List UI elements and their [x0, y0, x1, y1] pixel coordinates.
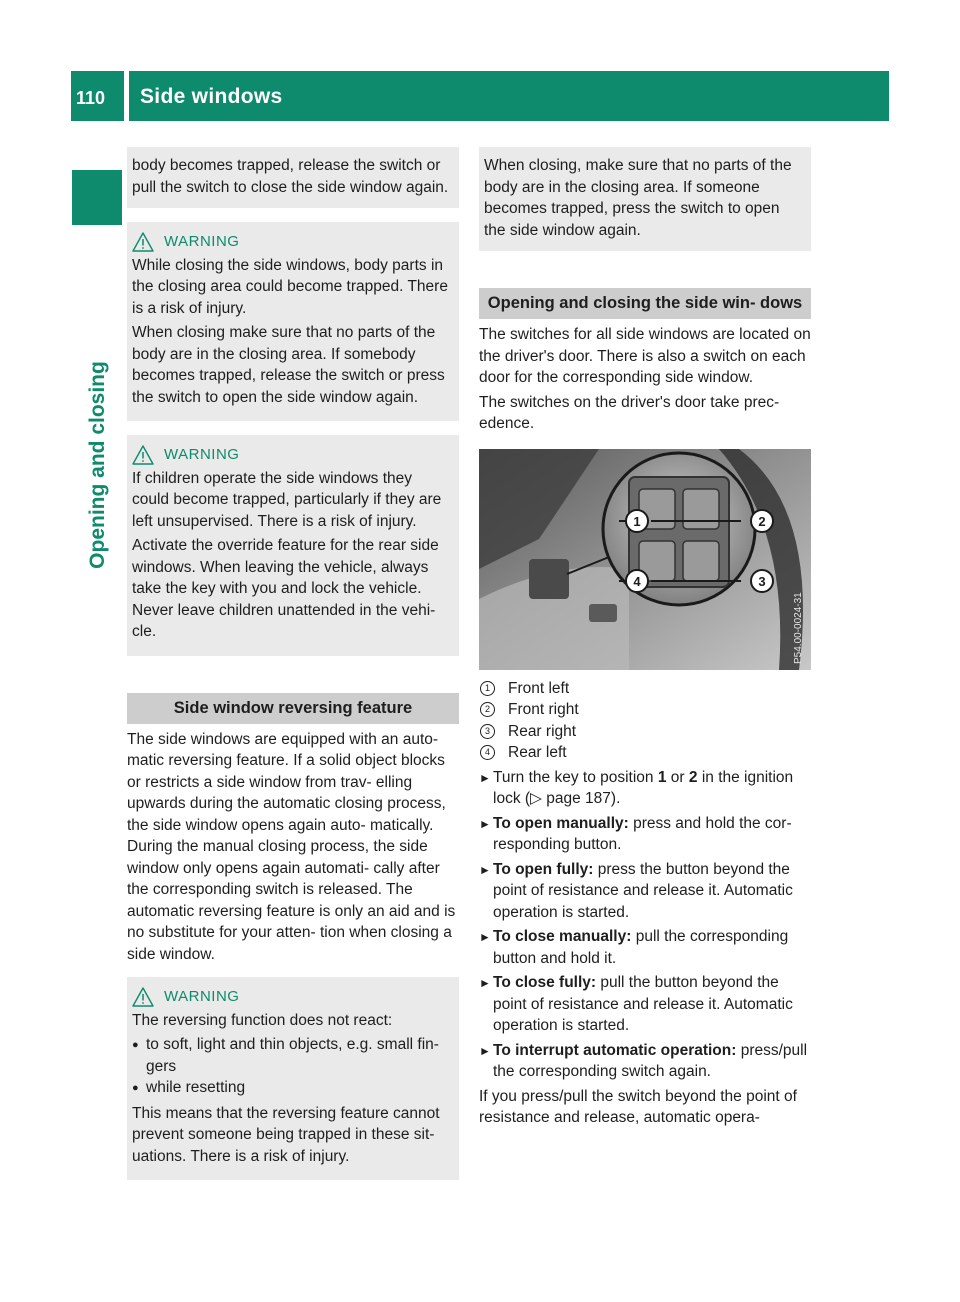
warning-triangle-icon	[132, 987, 154, 1007]
step-emphasis: 2	[688, 768, 698, 786]
legend-label: Rear right	[508, 722, 577, 740]
callout-4	[626, 570, 648, 592]
instruction-step	[479, 1040, 811, 1083]
continued-warning-box	[479, 147, 811, 251]
door-switch-illustration	[479, 449, 811, 670]
step-text: in the ignition lock (▷ page 187).	[493, 768, 794, 807]
door-switch-photo	[479, 449, 811, 670]
bullet-text: while resetting	[146, 1079, 246, 1096]
warning-label: WARNING	[164, 233, 240, 250]
step-emphasis: To close manually:	[493, 928, 632, 945]
instruction-step	[479, 813, 811, 856]
warning-heading	[132, 444, 453, 466]
callout-1	[626, 510, 648, 532]
step-text: or	[666, 768, 689, 786]
step-emphasis: To close fully:	[493, 974, 597, 991]
image-code: P54.00-0024-31	[793, 591, 804, 664]
bullet-item	[132, 1034, 453, 1077]
warning-text: This means that the reversing feature cannot prevent someone being trapped in these sit- uations. There is a risk of injury.	[132, 1104, 440, 1165]
section-heading: Opening and closing the side win- dows	[479, 288, 811, 319]
warning-text: While closing the side windows, body parts in the closing area could become trapped. There is a risk of injury.	[132, 256, 448, 317]
instruction-step	[479, 859, 811, 924]
callout-3	[751, 570, 773, 592]
page-number: 110	[76, 88, 106, 108]
bullet-icon: ●	[132, 1039, 139, 1051]
legend-item	[479, 742, 811, 764]
legend-number-icon: 1	[480, 681, 495, 696]
legend-item	[479, 699, 811, 721]
chapter-label: Opening and closing	[86, 361, 109, 569]
warning-box-2	[127, 435, 459, 656]
continued-warning-text: When closing, make sure that no parts of the body are in the closing area. If someone becomes trapped, press the switch to open the side window again.	[484, 157, 792, 239]
step-text: Turn the key to position	[493, 768, 658, 786]
step-arrow-icon: ►	[479, 930, 491, 944]
warning-triangle-icon	[132, 232, 154, 252]
warning-box-1	[127, 222, 459, 421]
legend-item	[479, 678, 811, 700]
callout-3-label: 3	[758, 573, 766, 589]
legend-number-icon: 4	[480, 745, 495, 760]
step-text: pull the corresponding button and hold it.	[493, 928, 789, 967]
warning-text: If children operate the side windows they could become trapped, particularly if they are left unsupervised. There is a risk of injury.	[132, 469, 442, 530]
bullet-text: to soft, light and thin objects, e.g. small fin- gers	[146, 1036, 439, 1075]
legend-label: Rear left	[508, 744, 567, 761]
header-divider	[124, 71, 129, 121]
warning-triangle-icon	[132, 445, 154, 465]
continued-warning-text: body becomes trapped, release the switch or pull the switch to close the side window again.	[132, 157, 449, 196]
right-column	[479, 147, 811, 1132]
warning-heading	[132, 231, 453, 253]
warning-text: The reversing function does not react:	[132, 1011, 393, 1029]
callout-4-label: 4	[633, 573, 641, 589]
step-emphasis: 1	[657, 768, 667, 786]
warning-label: WARNING	[164, 988, 240, 1005]
step-text: press the button beyond the point of resistance and release it. Automatic operation is started.	[493, 860, 793, 921]
continued-warning-box	[127, 147, 459, 208]
legend-number-icon: 2	[480, 702, 495, 717]
warning-box-3	[127, 977, 459, 1180]
callout-1-label: 1	[633, 513, 641, 529]
step-arrow-icon: ►	[479, 770, 491, 785]
bullet-item	[132, 1077, 453, 1100]
legend-label: Front left	[508, 679, 570, 697]
step-arrow-icon: ►	[479, 976, 491, 990]
step-emphasis: To open fully:	[493, 860, 594, 878]
step-text: press/pull the corresponding switch again.	[493, 1041, 808, 1080]
section-heading: Side window reversing feature	[127, 693, 459, 724]
warning-heading	[132, 986, 453, 1008]
step-text: press and hold the cor- responding button.	[493, 814, 792, 853]
callout-2	[751, 510, 773, 532]
section-body: The side windows are equipped with an auto- matic reversing feature. If a solid object blocks or restricts a side window from trav- elling upwards during the automatic closing process, the side window opens again auto- matically. During the manual closing process, the side window only opens again automati- cally after the corresponding switch is released. The automatic reversing feature is only an aid and is no substitute for your atten- tion when closing a side window.	[127, 730, 456, 963]
legend-label: Front right	[508, 701, 579, 718]
warning-label: WARNING	[164, 446, 240, 463]
callout-2-label: 2	[758, 513, 766, 529]
closing-paragraph: If you press/pull the switch beyond the point of resistance and release, automatic opera-	[479, 1087, 797, 1126]
legend-number-icon: 3	[480, 724, 495, 739]
left-column	[127, 147, 459, 1180]
warning-text: When closing make sure that no parts of the body are in the closing area. If somebody becomes trapped, release the switch or press the switch to open the side window again.	[132, 324, 445, 406]
instruction-step	[479, 972, 811, 1037]
step-arrow-icon: ►	[479, 1043, 491, 1058]
legend-item	[479, 721, 811, 743]
warning-text: Activate the override feature for the rear side windows. When leaving the vehicle, always take the key with you and lock the vehicle. Never leave children unattended in the vehi- cle.	[132, 537, 439, 640]
step-text: pull the button beyond the point of resistance and release it. Automatic operation is started.	[493, 974, 793, 1034]
step-emphasis: To open manually:	[493, 814, 629, 832]
step-emphasis: To interrupt automatic operation:	[493, 1041, 737, 1059]
page-title: Side windows	[140, 85, 283, 108]
section-body: The switches on the driver's door take prec- edence.	[479, 393, 780, 432]
bullet-icon: ●	[132, 1082, 139, 1094]
section-body: The switches for all side windows are located on the driver's door. There is also a switch on each door for the corresponding side window.	[479, 326, 811, 386]
chapter-tab	[72, 170, 122, 225]
instruction-step	[479, 767, 811, 810]
instruction-step	[479, 926, 811, 969]
step-arrow-icon: ►	[479, 816, 491, 831]
step-arrow-icon: ►	[479, 862, 491, 877]
